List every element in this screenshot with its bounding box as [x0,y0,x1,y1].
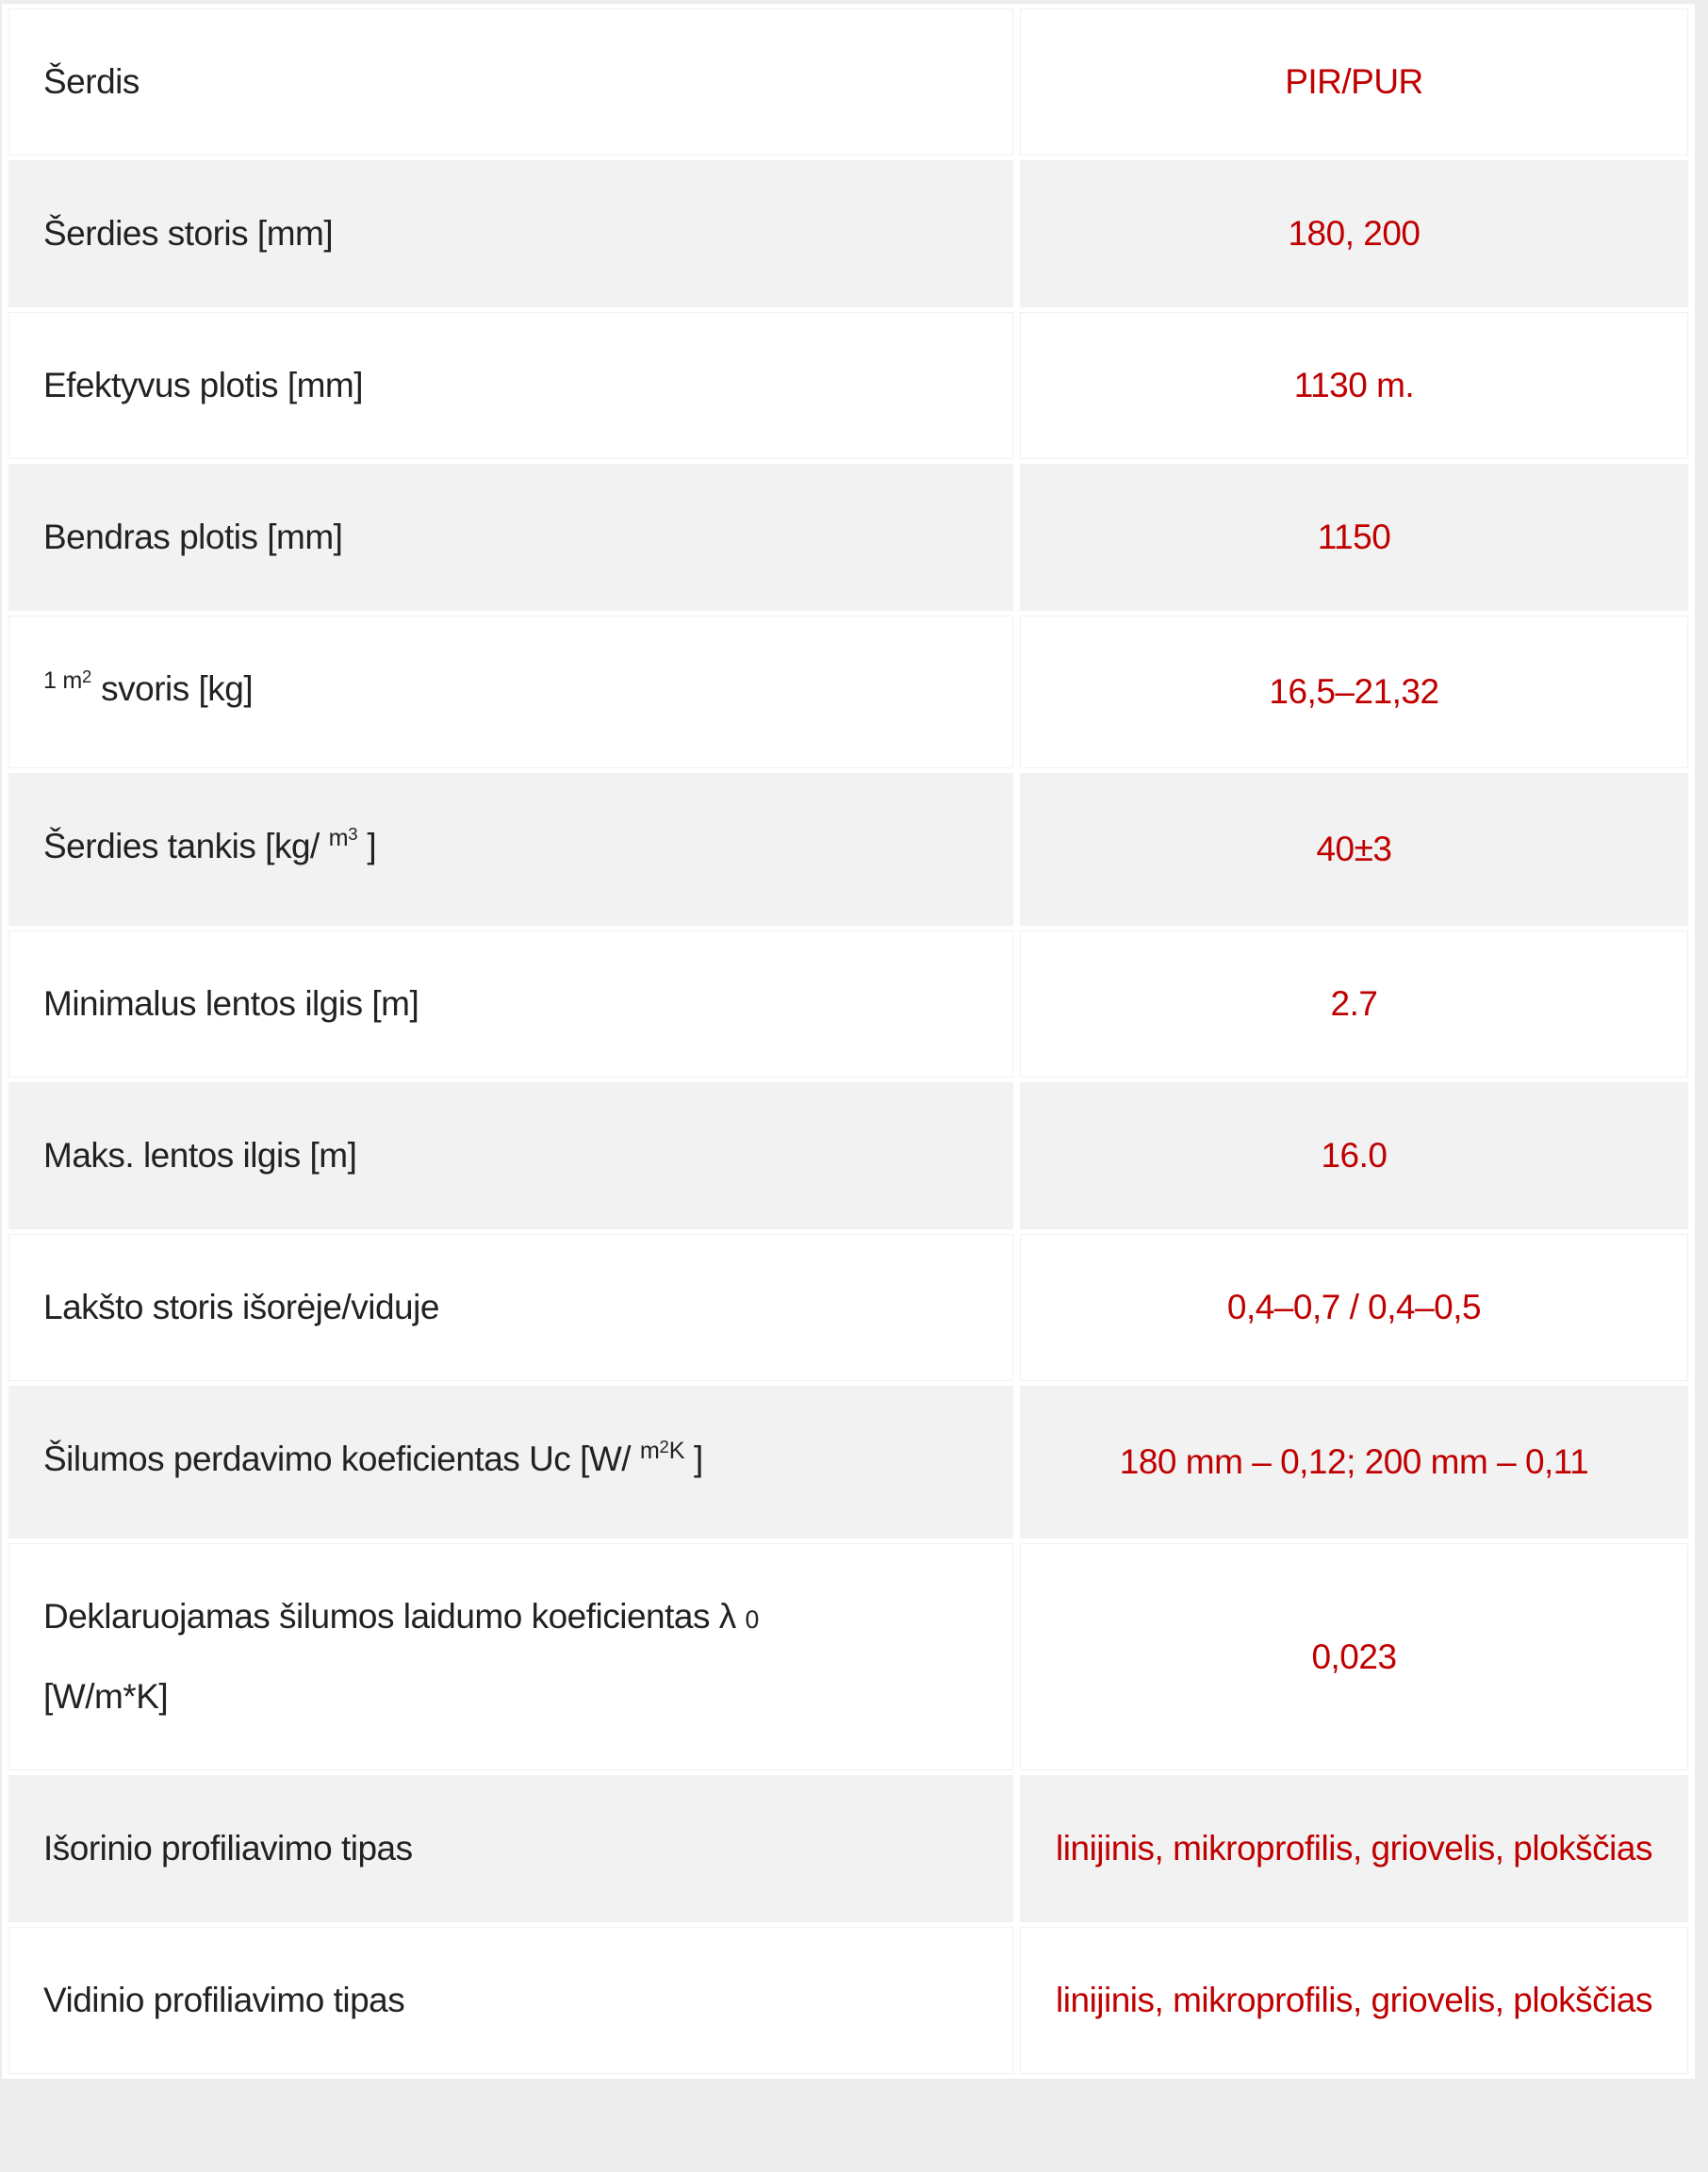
label-text: Šerdies tankis [kg/ [43,827,329,865]
spec-value: 0,4–0,7 / 0,4–0,5 [1020,1234,1688,1381]
spec-value: linijinis, mikroprofilis, griovelis, plokščias [1020,1775,1688,1922]
label-text: Šerdis [43,62,140,101]
spec-label [8,1775,1013,1922]
spec-label [8,8,1013,156]
superscript-unit: m [639,1438,660,1465]
spec-value: linijinis, mikroprofilis, griovelis, plokščias [1020,1927,1688,2074]
table-row [8,8,1688,156]
table-row [8,464,1688,611]
label-text: Šerdies storis [mm] [43,214,334,253]
spec-value: 1130 m. [1020,312,1688,459]
spec-value: 16.0 [1020,1082,1688,1229]
superscript-unit: 2 [82,666,92,686]
label-text: Minimalus lentos ilgis [m] [43,984,419,1023]
label-text: Deklaruojamas šilumos laidumo koeficientas λ [43,1597,746,1636]
specs-table [2,4,1695,2079]
label-text: Šilumos perdavimo koeficientas Uc [W/ [43,1440,640,1478]
spec-label [8,1234,1013,1381]
superscript-unit: 3 [348,823,358,844]
table-row [8,773,1688,926]
spec-value: 40±3 [1020,773,1688,926]
superscript-unit: K [668,1438,685,1465]
table-row [8,1775,1688,1922]
spec-value: 2.7 [1020,930,1688,1078]
spec-label [8,312,1013,459]
table-row [8,930,1688,1078]
spec-label [8,1082,1013,1229]
table-row [8,1386,1688,1538]
table-row [8,616,1688,768]
spec-label [8,1543,1013,1770]
table-row [8,1927,1688,2074]
label-text: 0 [745,1605,759,1634]
spec-value: 1150 [1020,464,1688,611]
superscript-unit: 1 m [43,667,83,695]
spec-value: 180 mm – 0,12; 200 mm – 0,11 [1020,1386,1688,1538]
label-text: Bendras plotis [mm] [43,518,343,556]
spec-value: 16,5–21,32 [1020,616,1688,768]
spec-label [8,1927,1013,2074]
label-text: Efektyvus plotis [mm] [43,366,364,404]
superscript-unit: 2 [659,1436,669,1456]
table-row [8,1234,1688,1381]
table-row [8,160,1688,307]
superscript-unit: m [328,825,349,852]
label-text: [W/m*K] [43,1677,169,1716]
table-row [8,312,1688,459]
spec-value: 0,023 [1020,1543,1688,1770]
label-text: Vidinio profiliavimo tipas [43,1981,405,2019]
label-text: ] [684,1440,703,1478]
spec-label [8,464,1013,611]
table-row [8,1082,1688,1229]
label-text: Išorinio profiliavimo tipas [43,1829,413,1868]
spec-label [8,1386,1013,1538]
label-text: svoris [kg] [91,669,254,708]
spec-value: PIR/PUR [1020,8,1688,156]
spec-label [8,160,1013,307]
spec-label [8,773,1013,926]
label-text: Lakšto storis išorėje/viduje [43,1288,439,1326]
spec-label [8,616,1013,768]
label-text: Maks. lentos ilgis [m] [43,1136,357,1175]
spec-label [8,930,1013,1078]
spec-value: 180, 200 [1020,160,1688,307]
table-row [8,1543,1688,1770]
specs-table-body [8,8,1688,2074]
label-text: ] [357,827,377,865]
